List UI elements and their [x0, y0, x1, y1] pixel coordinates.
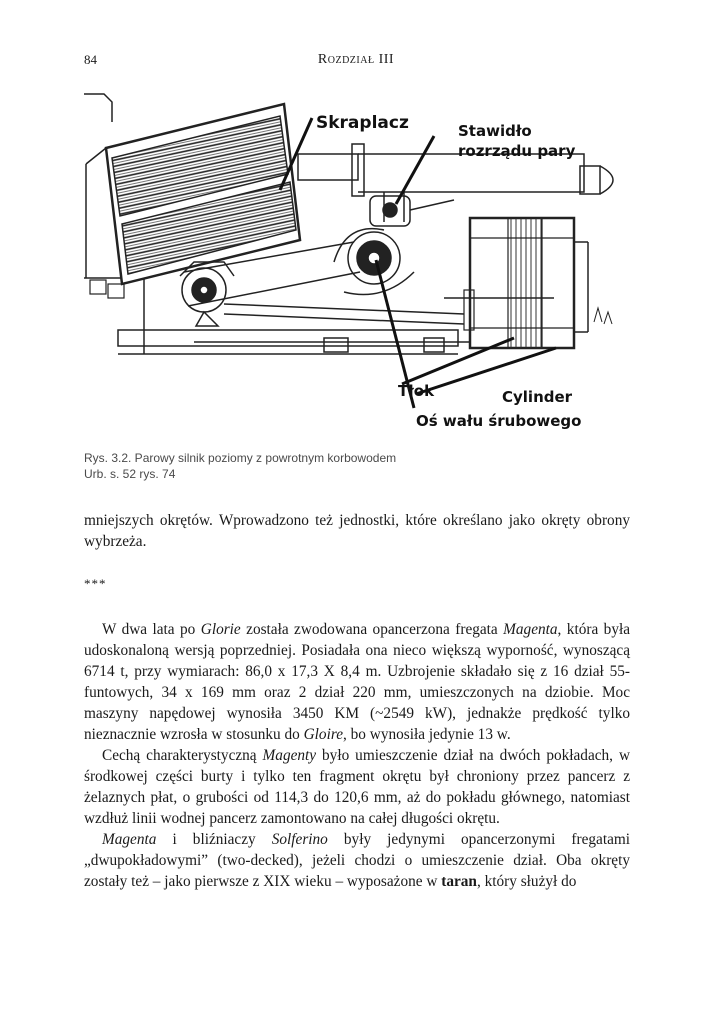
caption-title: Rys. 3.2. Parowy silnik poziomy z powrotnym korbowodem	[84, 451, 397, 465]
cylinder-drawing	[444, 218, 612, 348]
ship-name: Solferino	[271, 831, 328, 848]
bold-term: taran	[441, 873, 477, 890]
piston-label: Tłok	[398, 382, 435, 400]
body-text	[84, 510, 630, 892]
engine-drawing	[84, 92, 632, 444]
valve-gear	[370, 196, 454, 226]
figure-caption	[84, 450, 624, 482]
ship-name: Magenty	[262, 747, 317, 764]
condenser-label: Skraplacz	[316, 113, 409, 133]
page-number: 84	[84, 52, 97, 67]
section-separator: ***	[84, 576, 107, 591]
paragraph-armor: Cechą charakterystyczną Magenty było umieszczenie dział na dwóch pokładach, w środkowej części burty i tylko ten fragment okrętu był chroniony przez pancerz z żelaznych płat, o grubości od 114,3 do 120,6 mm, aż do pokładu głównego, natomiast wzdłuż linii wodnej pancerz zamontowano na całej długości okrętu.	[84, 747, 631, 827]
crankshaft	[334, 229, 414, 295]
ship-name: Glorie	[200, 621, 241, 638]
running-header	[84, 52, 628, 72]
engine-figure	[84, 92, 632, 444]
paragraph-solferino: Magenta i bliźniaczy Solferino były jedynymi opancerzonymi fregatami „dwupokładowymi” (two-decked), jeżeli chodzi o umieszczenie dział. Oba okręty zostały też – jako pierwsze z XIX wieku – wyposażone w taran, który służył do	[84, 831, 631, 890]
cylinder-label: Cylinder	[502, 388, 573, 406]
ship-name: Magenta	[102, 831, 157, 848]
condenser-drawing	[86, 104, 300, 298]
paragraph-magenta: W dwa lata po Glorie została zwodowana opancerzona fregata Magenta, która była udoskonaloną wersją poprzedniej. Posiadała ona nieco większą wyporność, wynoszącą 6714 t, przy wymiarach: 86,0 x 17,3 X 8,4 m. Uzbrojenie składało się z 16 dział 55-funtowych, 34 x 169 mm oraz 2 dział 220 mm, umieszczonych na dziobie. Moc maszyny napędowej wynosiła 3450 KM (~2549 kW), jednakże prędkość tylko nieznacznie wzrosła w stosunku do Gloire, bo wynosiła jedynie 13 w.	[84, 621, 631, 743]
ship-name: Magenta	[503, 621, 558, 638]
valve-label-line2: rozrządu pary	[458, 142, 576, 160]
ship-name: Gloire	[303, 726, 343, 743]
valve-label-line1: Stawidło	[458, 122, 532, 140]
shaft-label: Oś wału śrubowego	[416, 412, 582, 430]
chapter-title: Rozdział III	[317, 52, 395, 67]
paragraph-continued: mniejszych okrętów. Wprowadzono też jednostki, które określano jako okręty obrony wybrzeża.	[84, 512, 630, 550]
caption-source: Urb. s. 52 rys. 74	[84, 467, 176, 481]
